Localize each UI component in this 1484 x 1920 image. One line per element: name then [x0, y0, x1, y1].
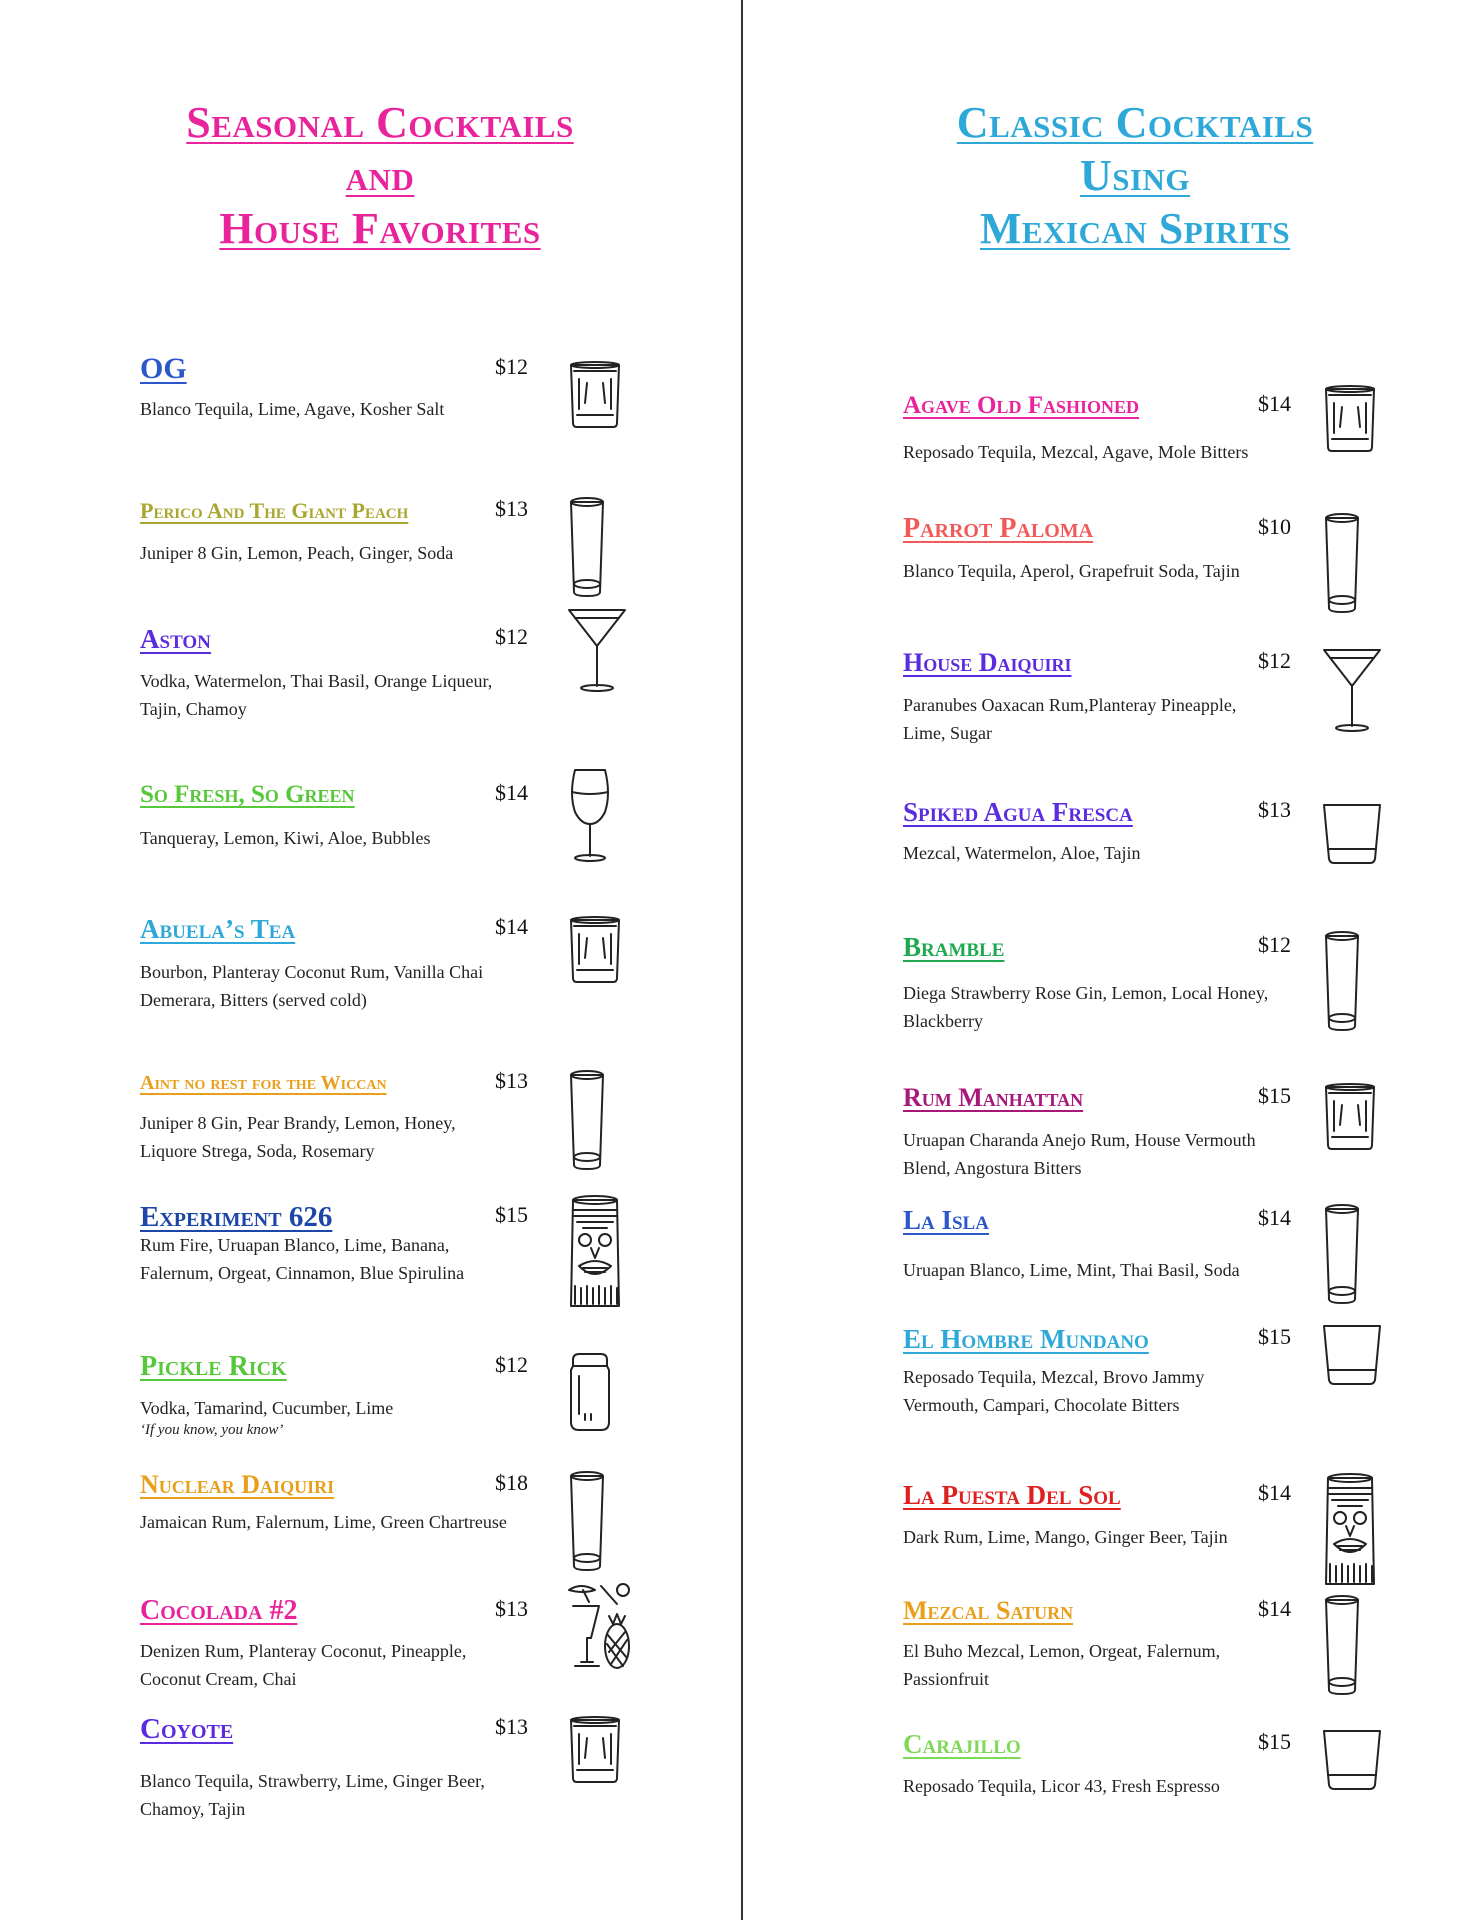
cocktail-ingredients: Blanco Tequila, Lime, Agave, Kosher Salt — [140, 399, 445, 419]
cocktail-ingredients: Reposado Tequila, Licor 43, Fresh Espresso — [903, 1776, 1220, 1796]
heading-line: Seasonal Cocktails — [186, 98, 574, 147]
cocktail-ingredients: Dark Rum, Lime, Mango, Ginger Beer, Tajin — [903, 1527, 1228, 1547]
cocktail-name: Experiment 626 — [140, 1201, 333, 1233]
cocktail-price: $13 — [1258, 797, 1291, 822]
highball-glass-icon — [1320, 1594, 1364, 1698]
cocktail-ingredients: Reposado Tequila, Mezcal, Brovo Jammy Vermouth, Campari, Chocolate Bitters — [903, 1367, 1205, 1415]
cocktail-ingredients: El Buho Mezcal, Lemon, Orgeat, Falernum, Passionfruit — [903, 1641, 1221, 1689]
highball-glass-icon — [565, 1470, 609, 1574]
cocktail-price: $13 — [495, 496, 528, 521]
cocktail-name: La Isla — [903, 1205, 989, 1235]
cocktail-ingredients: Denizen Rum, Planteray Coconut, Pineapple, Coconut Cream, Chai — [140, 1641, 467, 1689]
cocktail-price: $14 — [1258, 391, 1291, 416]
heading-line: Using — [1079, 151, 1191, 200]
cocktail-name: La Puesta Del Sol — [903, 1480, 1121, 1510]
cocktail-name: Cocolada #2 — [140, 1595, 298, 1626]
heading-line: and — [345, 151, 415, 200]
tiki-mug-icon — [565, 1194, 625, 1314]
highball-glass-icon — [1320, 1203, 1364, 1307]
cocktail-price: $15 — [1258, 1729, 1291, 1754]
cocktail-ingredients: Uruapan Blanco, Lime, Mint, Thai Basil, Soda — [903, 1260, 1240, 1280]
cocktail-ingredients: Tanqueray, Lemon, Kiwi, Aloe, Bubbles — [140, 828, 431, 848]
cocktail-name: Bramble — [903, 932, 1005, 962]
cocktail-ingredients: Mezcal, Watermelon, Aloe, Tajin — [903, 843, 1141, 863]
wine-glass-icon — [565, 766, 615, 864]
rocks-glass-icon — [565, 359, 625, 431]
cocktail-ingredients: Diega Strawberry Rose Gin, Lemon, Local Honey, Blackberry — [903, 983, 1269, 1031]
cocktail-ingredients: Vodka, Tamarind, Cucumber, Lime — [140, 1398, 394, 1418]
cocktail-price: $14 — [1258, 1205, 1291, 1230]
cocktail-name: So Fresh, So Green — [140, 781, 355, 808]
heading-line: House Favorites — [219, 204, 541, 253]
rocks-glass-icon — [1320, 383, 1380, 455]
tumbler-glass-icon — [1320, 801, 1384, 867]
cocktail-price: $13 — [495, 1714, 528, 1739]
martini-glass-icon — [1320, 646, 1384, 734]
highball-glass-icon — [565, 1069, 609, 1173]
cocktail-price: $14 — [1258, 1596, 1291, 1621]
cocktail-name: House Daiquiri — [903, 648, 1072, 677]
cocktail-ingredients: Uruapan Charanda Anejo Rum, House Vermouth Blend, Angostura Bitters — [903, 1130, 1256, 1178]
cocktail-ingredients: Rum Fire, Uruapan Blanco, Lime, Banana, Falernum, Orgeat, Cinnamon, Blue Spirulina — [140, 1235, 465, 1283]
cocktail-ingredients: Jamaican Rum, Falernum, Lime, Green Chartreuse — [140, 1512, 507, 1532]
cocktail-price: $18 — [495, 1470, 528, 1495]
cocktail-name: Perico And The Giant Peach — [140, 498, 409, 523]
cocktail-price: $10 — [1258, 514, 1291, 539]
cocktail-name: Abuela’s Tea — [140, 914, 296, 944]
cocktail-price: $12 — [1258, 932, 1291, 957]
pineapple-cocktail-icon — [565, 1582, 637, 1678]
heading-line: Classic Cocktails — [956, 98, 1314, 147]
cocktail-price: $14 — [495, 780, 528, 805]
heading-line: Mexican Spirits — [979, 204, 1291, 253]
highball-glass-icon — [1320, 512, 1364, 616]
cocktail-price: $15 — [495, 1202, 528, 1227]
cocktail-name: Carajillo — [903, 1729, 1021, 1759]
cocktail-price: $12 — [495, 1352, 528, 1377]
cocktail-ingredients: Reposado Tequila, Mezcal, Agave, Mole Bitters — [903, 442, 1249, 462]
cocktail-name: Spiked Agua Fresca — [903, 797, 1133, 827]
cocktail-price: $12 — [1258, 648, 1291, 673]
cocktail-ingredients: Vodka, Watermelon, Thai Basil, Orange Liqueur, Tajin, Chamoy — [140, 671, 493, 719]
cocktail-name: Coyote — [140, 1713, 234, 1745]
cocktail-ingredients: Blanco Tequila, Aperol, Grapefruit Soda, Tajin — [903, 561, 1240, 581]
tumbler-glass-icon — [1320, 1322, 1384, 1388]
martini-glass-icon — [565, 606, 629, 694]
cocktail-price: $15 — [1258, 1083, 1291, 1108]
rocks-glass-icon — [565, 914, 625, 986]
cocktail-name: Aint no rest for the Wiccan — [140, 1072, 387, 1094]
cocktail-price: $14 — [495, 914, 528, 939]
cocktail-price: $12 — [495, 624, 528, 649]
cocktail-ingredients: Paranubes Oaxacan Rum,Planteray Pineapple, Lime, Sugar — [903, 695, 1237, 743]
column-divider — [741, 0, 743, 1920]
cocktail-name: Nuclear Daiquiri — [140, 1470, 335, 1499]
cocktail-name: Agave Old Fashioned — [903, 392, 1139, 419]
cocktail-ingredients: Juniper 8 Gin, Pear Brandy, Lemon, Honey, Liquore Strega, Soda, Rosemary — [140, 1113, 456, 1161]
cocktail-name: El Hombre Mundano — [903, 1324, 1149, 1354]
cocktail-ingredients: Blanco Tequila, Strawberry, Lime, Ginger Beer, Chamoy, Tajin — [140, 1771, 485, 1819]
right-section-heading — [855, 96, 1415, 255]
cocktail-name: Mezcal Saturn — [903, 1596, 1074, 1625]
cocktail-name: OG — [140, 352, 187, 385]
cocktail-name: Aston — [140, 624, 211, 654]
cocktail-price: $12 — [495, 354, 528, 379]
left-section-heading — [100, 96, 660, 255]
cocktail-price: $13 — [495, 1596, 528, 1621]
tumbler-glass-icon — [1320, 1727, 1384, 1793]
cocktail-name: Pickle Rick — [140, 1351, 287, 1382]
cocktail-name: Parrot Paloma — [903, 513, 1094, 544]
cocktail-ingredients: Juniper 8 Gin, Lemon, Peach, Ginger, Soda — [140, 543, 454, 563]
can-glass-icon — [565, 1350, 615, 1434]
rocks-glass-icon — [565, 1714, 625, 1786]
cocktail-price: $13 — [495, 1068, 528, 1093]
cocktail-note: ‘If you know, you know’ — [140, 1422, 284, 1438]
rocks-glass-icon — [1320, 1081, 1380, 1153]
highball-glass-icon — [565, 496, 609, 600]
tiki-mug-icon — [1320, 1472, 1380, 1592]
cocktail-ingredients: Bourbon, Planteray Coconut Rum, Vanilla Chai Demerara, Bitters (served cold) — [140, 962, 484, 1010]
cocktail-name: Rum Manhattan — [903, 1083, 1084, 1112]
cocktail-price: $14 — [1258, 1480, 1291, 1505]
cocktail-price: $15 — [1258, 1324, 1291, 1349]
highball-glass-icon — [1320, 930, 1364, 1034]
